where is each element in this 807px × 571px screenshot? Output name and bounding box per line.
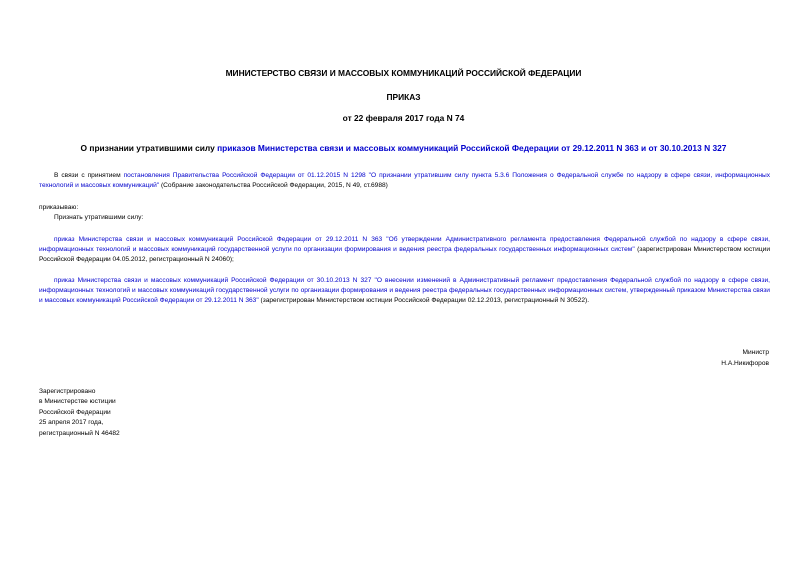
title-prefix: О признании утратившими силу — [80, 143, 218, 153]
preamble-paragraph — [39, 171, 770, 191]
registration-line: Российской Федерации — [39, 408, 111, 416]
repeal-item-1-link[interactable]: приказ Министерства связи и массовых коммуникаций Российской Федерации от 29.12.2011 N 363 "Об утверждении Административного регламента предоставления Федеральной службой по надзору в сфере связи, информационных технологий и массовых коммуникаций государственной услуги по организации формирования и ведения реестра федеральных государственных информационных систем" — [39, 236, 770, 254]
order-word: приказываю: — [39, 204, 79, 211]
repeal-item-2 — [39, 276, 770, 307]
declare-line: Признать утратившими силу: — [54, 214, 144, 221]
doc-date: от 22 февраля 2017 года N 74 — [342, 113, 465, 123]
doc-title — [0, 143, 807, 153]
registration-block — [39, 387, 120, 439]
preamble-link[interactable]: постановления Правительства Российской Федерации от 01.12.2015 N 1298 "О признании утратившим силу пункта 5.3.6 Положения о Федеральной службе по надзору в сфере связи, информационных технологий и массовых коммуникаций" — [39, 172, 771, 190]
title-link[interactable]: приказов Министерства связи и массовых коммуникаций Российской Федерации от 29.12.2011 N 363 и от 30.10.2013 N 327 — [217, 143, 727, 153]
registration-line: 25 апреля 2017 года, — [39, 419, 104, 427]
ministry-heading: МИНИСТЕРСТВО СВЯЗИ И МАССОВЫХ КОММУНИКАЦИЙ РОССИЙСКОЙ ФЕДЕРАЦИИ — [225, 68, 582, 78]
repeal-item-2-text: (зарегистрирован Министерством юстиции Российской Федерации 02.12.2013, регистрационный N 30522). — [258, 297, 590, 305]
registration-line: Зарегистрировано — [39, 388, 96, 395]
signature-position: Министр — [742, 349, 769, 356]
repeal-item-1 — [39, 235, 770, 266]
repeal-item-2-link[interactable]: приказ Министерства связи и массовых коммуникаций Российской Федерации от 30.10.2013 N 327 "О внесении изменений в Административный регламент предоставления Федеральной службой по надзору в сфере связи, информационных технологий и массовых коммуникаций государственной услуги по организации формирования и ведения реестра федеральных государственных информационных систем, утвержденный приказом Министерства связи и массовых коммуникаций Российской Федерации от 29.12.2011 N 363" — [39, 277, 770, 305]
registration-line: регистрационный N 46482 — [39, 429, 120, 437]
repeal-item-1-text: (зарегистрирован Министерством юстиции Российской Федерации 04.05.2012, регистрационный N 24060); — [39, 246, 771, 264]
signature-name: Н.А.Никифоров — [721, 359, 769, 367]
preamble-text-start: В связи с принятием — [54, 172, 124, 179]
registration-line: в Министерстве юстиции — [39, 398, 116, 406]
doc-type-heading: ПРИКАЗ — [386, 92, 421, 102]
preamble-text-end: (Собрание законодательства Российской Федерации, 2015, N 49, ст.6988) — [159, 182, 388, 190]
signature-block — [721, 348, 769, 369]
